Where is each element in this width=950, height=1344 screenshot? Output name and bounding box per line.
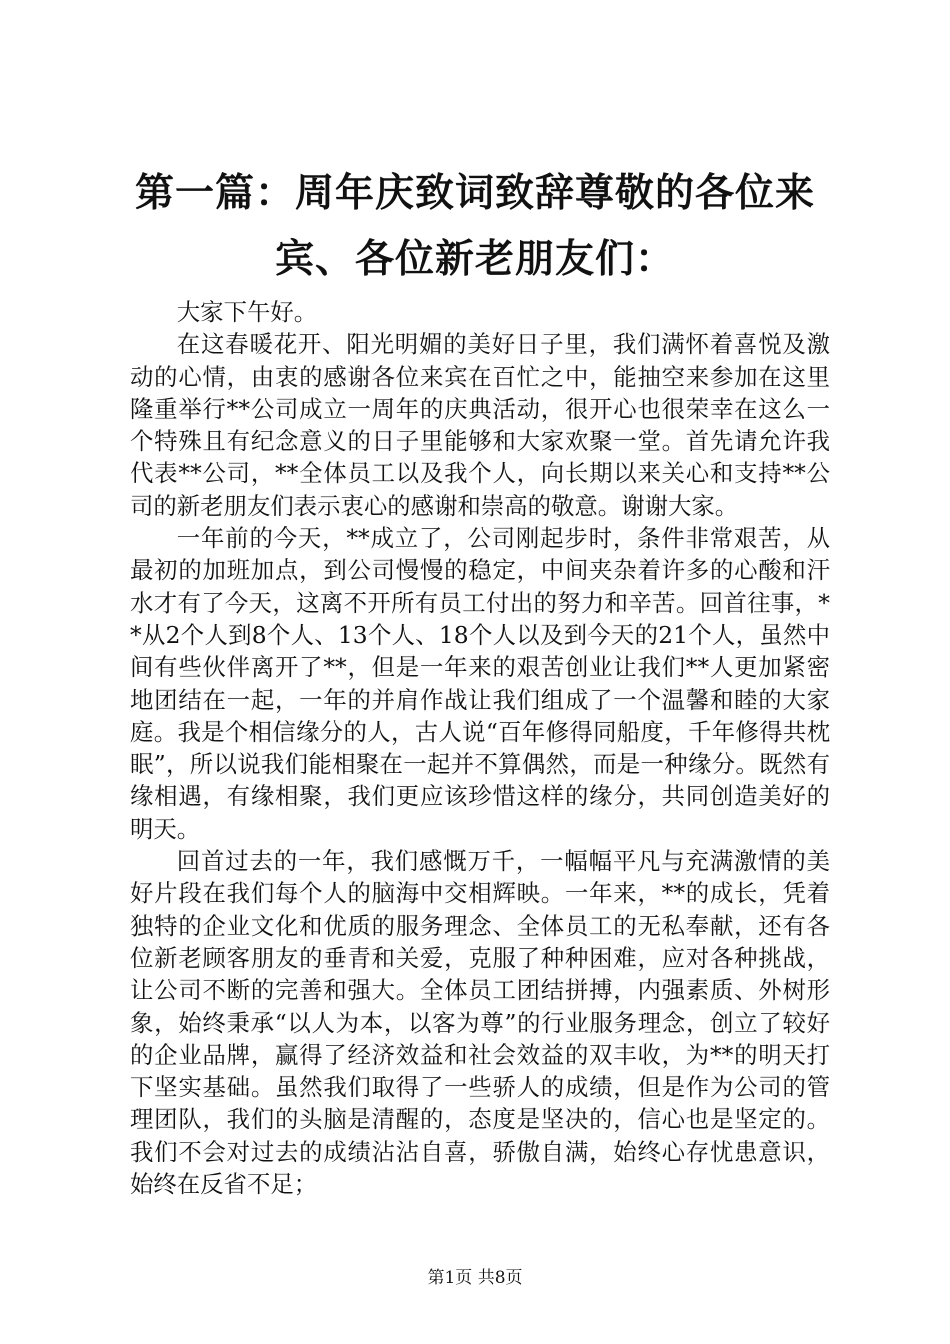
paragraph-thanks: 在这春暖花开、阳光明媚的美好日子里，我们满怀着喜悦及激动的心情，由衷的感谢各位来宾在百忙之中，能抽空来参加在这里隆重举行**公司成立一周年的庆典活动，很开心也很荣幸在这么一个特殊且有纪念意义的日子里能够和大家欢聚一堂。首先请允许我代表**公司，**全体员工以及我个人，向长期以来关心和支持**公司的新老朋友们表示衷心的感谢和崇高的敬意。谢谢大家。: [130, 330, 830, 520]
document-title: 第一篇：周年庆致词致辞尊敬的各位来宾、各位新老朋友们：: [134, 170, 815, 282]
document-body: [130, 296, 830, 1200]
paragraph-history: 一年前的今天，**成立了，公司刚起步时，条件非常艰苦，从最初的加班加点，到公司慢慢的稳定，中间夹杂着许多的心酸和汗水才有了今天，这离不开所有员工付出的努力和辛苦。回首往事，**从2个人到8个人、13个人、18个人以及到今天的21个人，虽然中间有些伙伴离开了**，但是一年来的艰苦创业让我们**人更加紧密地团结在一起，一年的并肩作战让我们组成了一个温馨和睦的大家庭。我是个相信缘分的人，古人说“百年修得同船度，千年修得共枕眠”，所以说我们能相聚在一起并不算偶然，而是一种缘分。既然有缘相遇，有缘相聚，我们更应该珍惜这样的缘分，共同创造美好的明天。: [130, 524, 830, 843]
paragraph-review: 回首过去的一年，我们感慨万千，一幅幅平凡与充满激情的美好片段在我们每个人的脑海中交相辉映。一年来，**的成长，凭着独特的企业文化和优质的服务理念、全体员工的无私奉献，还有各位新老顾客朋友的垂青和关爱，克服了种种困难，应对各种挑战，让公司不断的完善和强大。全体员工团结拼搏，内强素质、外树形象，始终秉承“以人为本，以客为尊”的行业服务理念，创立了较好的企业品牌，赢得了经济效益和社会效益的双丰收，为**的明天打下坚实基础。虽然我们取得了一些骄人的成绩，但是作为公司的管理团队，我们的头脑是清醒的，态度是坚决的，信心也是坚定的。我们不会对过去的成绩沾沾自喜，骄傲自满，始终心存忧患意识，始终在反省不足；: [130, 847, 830, 1199]
page-number-footer: 第1页 共8页: [427, 1268, 523, 1288]
paragraph-greeting: 大家下午好。: [176, 298, 318, 326]
